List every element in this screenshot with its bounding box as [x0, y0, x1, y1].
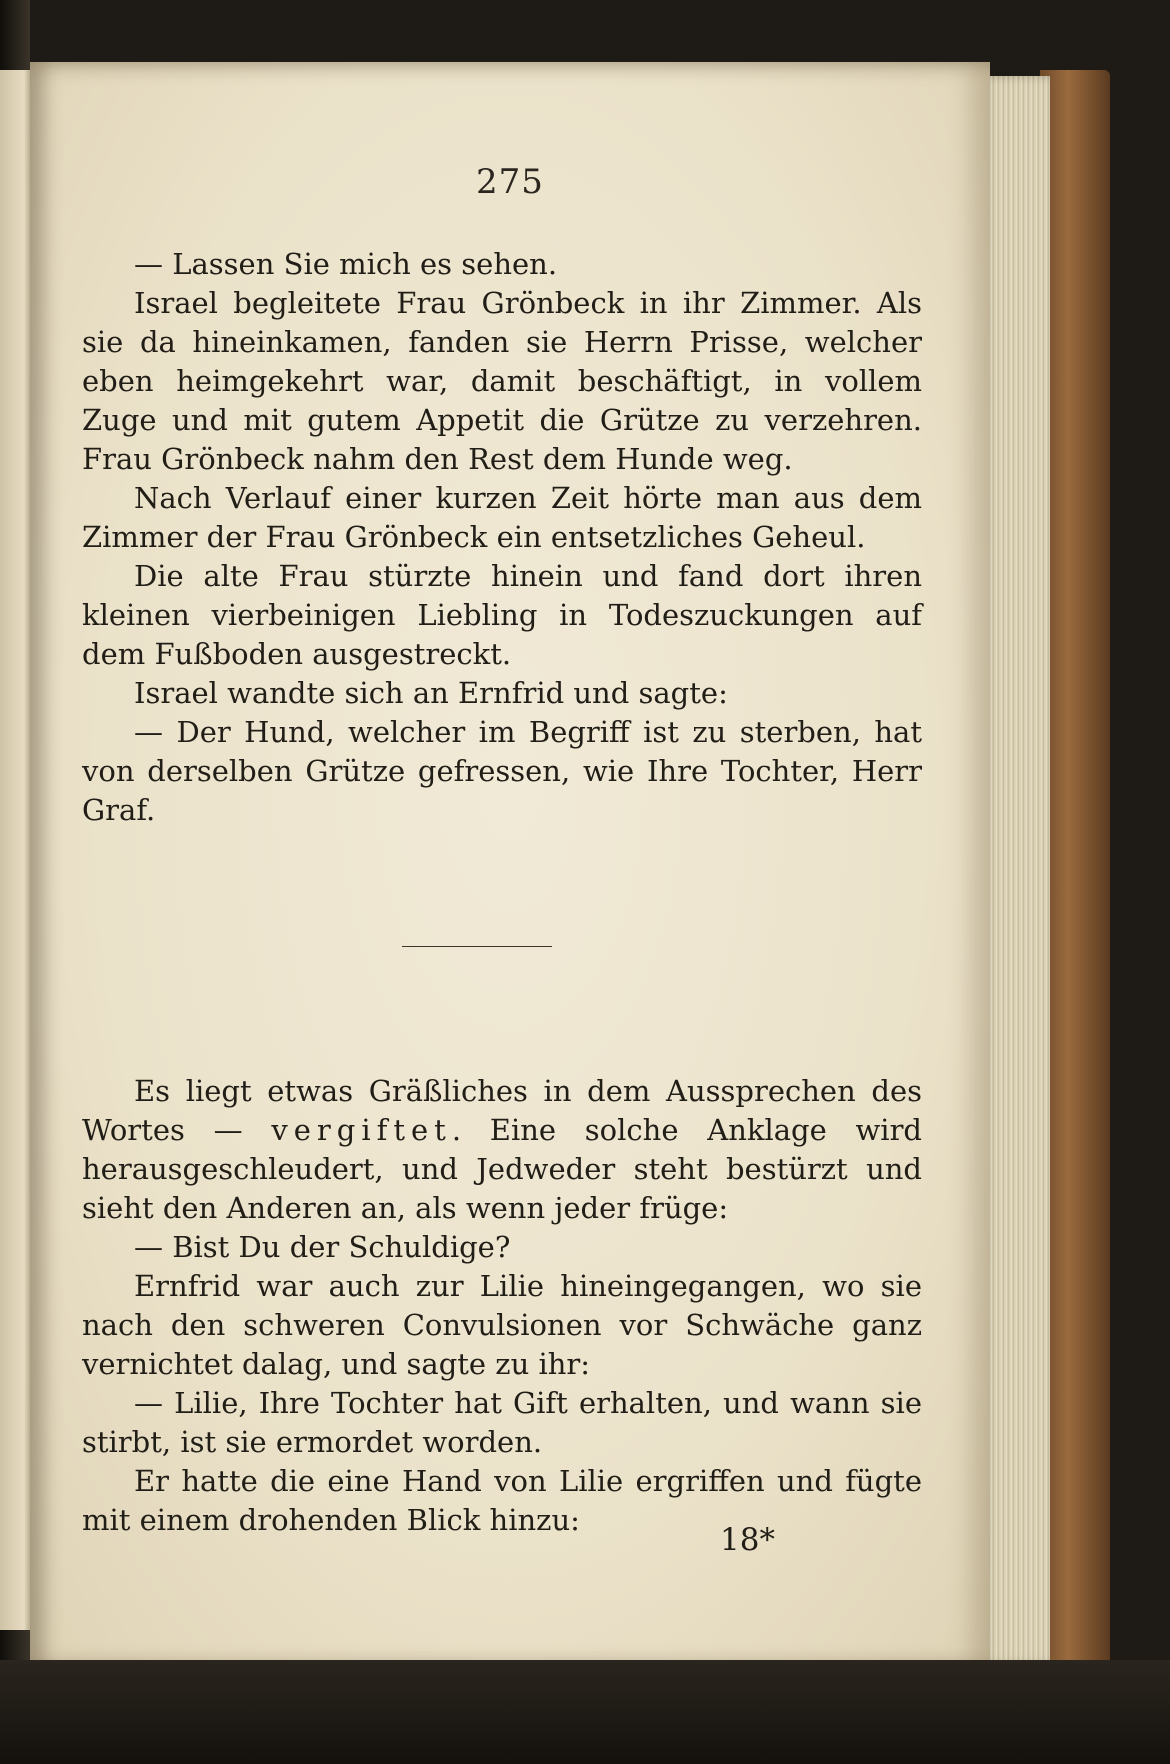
text-run: . Eine solche Anklage wird herausgeschleudert, und Jedweder steht bestürzt und sieht den Anderen an, als wenn jeder früge: [82, 1113, 922, 1225]
paragraph: Israel wandte sich an Ernfrid und sagte: [134, 676, 728, 710]
background-shadow [0, 1660, 1170, 1764]
section-divider [402, 946, 552, 947]
text-block-bottom [82, 1072, 922, 1540]
page-stack-edges [980, 76, 1050, 1664]
paragraph: Nach Verlauf einer kurzen Zeit hörte man aus dem Zimmer der Frau Grönbeck ein entsetzliches Geheul. [82, 481, 922, 554]
paragraph: Er hatte die eine Hand von Lilie ergriffen und fügte mit einem drohenden Blick hinzu: [82, 1464, 922, 1537]
emphasized-word: vergiftet [271, 1113, 452, 1147]
left-page-edge [0, 70, 30, 1630]
page-number: 275 [476, 162, 544, 202]
printer-signature: 18* [720, 1522, 775, 1558]
text-block-top [82, 245, 922, 830]
paragraph: Israel begleitete Frau Grönbeck in ihr Zimmer. Als sie da hineinkamen, fanden sie Herrn Prisse, welcher eben heimgekehrt war, damit beschäftigt, in vollem Zuge und mit gutem Appetit die Grütze zu verzehren. Frau Grönbeck nahm den Rest dem Hunde weg. [82, 286, 922, 476]
book-page [30, 62, 990, 1668]
paragraph [82, 1072, 922, 1228]
paragraph: — Der Hund, welcher im Begriff ist zu sterben, hat von derselben Grütze gefressen, wie Ihre Tochter, Herr Graf. [82, 715, 922, 827]
book-cover-edge [1040, 70, 1110, 1670]
paragraph: Ernfrid war auch zur Lilie hineingegangen, wo sie nach den schweren Convulsionen vor Schwäche ganz vernichtet dalag, und sagte zu ihr: [82, 1269, 922, 1381]
paragraph: — Lassen Sie mich es sehen. [134, 247, 558, 281]
paragraph: — Lilie, Ihre Tochter hat Gift erhalten, und wann sie stirbt, ist sie ermordet worden. [82, 1386, 922, 1459]
paragraph: — Bist Du der Schuldige? [134, 1230, 511, 1264]
text-run: Es liegt etwas Gräßliches in dem Aussprechen des Wortes — [82, 1074, 922, 1147]
paragraph: Die alte Frau stürzte hinein und fand dort ihren kleinen vierbeinigen Liebling in Todeszuckungen auf dem Fußboden ausgestreckt. [82, 559, 922, 671]
